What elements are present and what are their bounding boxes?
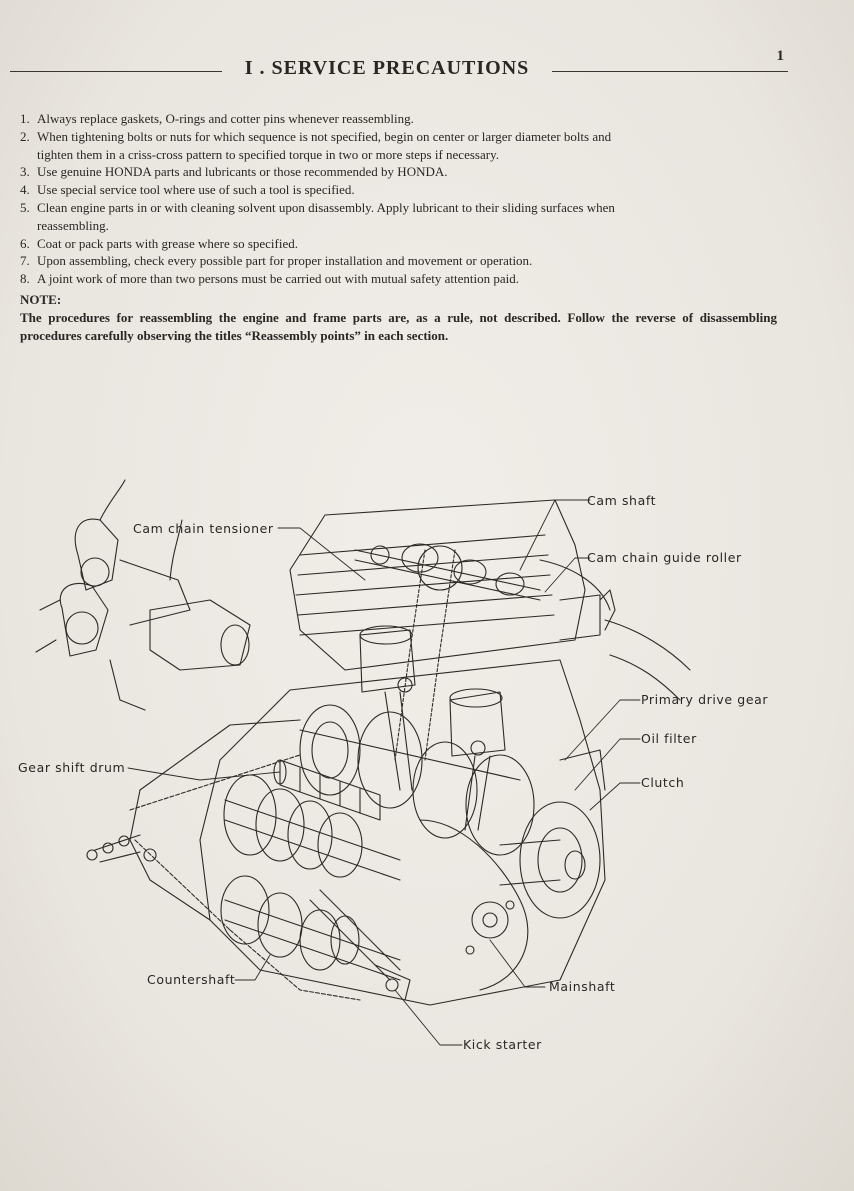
precaution-item-2: 2. When tightening bolts or nuts for which sequence is not specified, begin on center or larger diameter bolts and tighten them in a criss-cross pattern to specified torque in two or more steps if necessary. [20,128,612,162]
precaution-item-5: 5. Clean engine parts in or with cleaning solvent upon disassembly. Apply lubricant to their sliding surfaces when reassembling. [20,199,615,233]
cylinder-head-drawing [290,500,690,700]
pistons-drawing [360,626,505,830]
section-title: I . SERVICE PRECAUTIONS [244,57,530,79]
page-number: 1 [776,48,784,64]
label-cam-chain-guide-roller: Cam chain guide roller [587,550,742,565]
camshaft-drawing [355,544,540,600]
precaution-item-8: 8. A joint work of more than two persons must be carried out with mutual safety attention paid. [20,271,519,287]
label-countershaft: Countershaft [147,972,236,987]
label-clutch: Clutch [641,775,685,790]
note-text: The procedures for reassembling the engine and frame parts are, as a rule, not described. Follow the reverse of disassembling procedures carefully observing the titles “Reassembly points” in each section. [20,310,777,343]
note-label: NOTE: [20,292,62,307]
label-gear-shift-drum: Gear shift drum [18,760,126,775]
engine-cutaway-diagram [0,460,854,1100]
clutch-drawing [500,802,600,918]
precaution-item-3: 3. Use genuine HONDA parts and lubricants or those recommended by HONDA. [20,164,448,180]
precaution-item-6: 6. Coat or pack parts with grease where so specified. [20,235,298,251]
right-cover-drawing [420,750,605,990]
title-rule-right [552,71,788,72]
label-cam-shaft: Cam shaft [587,493,657,508]
callout-leader-lines [128,500,640,1045]
label-mainshaft: Mainshaft [549,979,616,994]
carburetor-drawing [36,480,250,710]
shift-drum-drawing [274,760,380,820]
precaution-item-4: 4. Use special service tool where use of such a tool is specified. [20,182,355,198]
label-cam-chain-tensioner: Cam chain tensioner [133,521,274,536]
crankshaft-drawing [300,705,534,855]
transmission-drawing [221,775,400,980]
label-primary-drive-gear: Primary drive gear [641,692,769,707]
drive-chain-drawing [130,755,360,1000]
label-kick-starter: Kick starter [463,1037,542,1052]
precaution-item-7: 7. Upon assembling, check every possible part for proper installation and movement or operation. [20,253,533,269]
title-rule-left [10,71,222,72]
precaution-item-1: 1. Always replace gaskets, O-rings and cotter pins whenever reassembling. [20,111,414,126]
precautions-list [20,110,777,288]
label-oil-filter: Oil filter [641,731,697,746]
